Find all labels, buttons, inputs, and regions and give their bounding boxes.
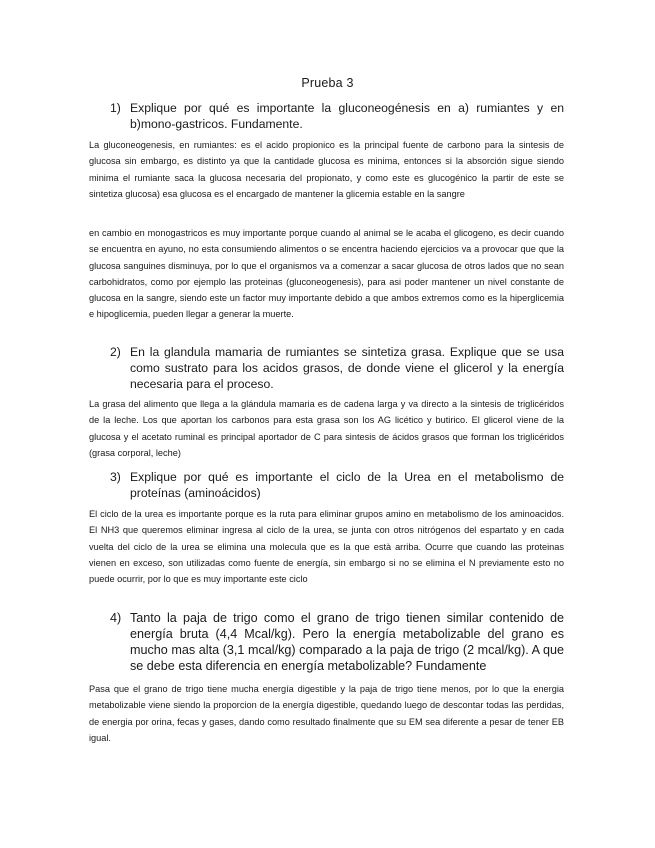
answer-4-paragraph-1: Pasa que el grano de trigo tiene mucha energía digestible y la paja de trigo tiene menos, por lo que la energia metabolizable viene siendo la proporcion de la energía digestible, quedando luego de descontar todas las perdidas, de energia por orina, fecas y gases, dando como resultado finalmente que su EM sea diferente a pesar de tener EB igual.: [89, 684, 564, 743]
answer-3-paragraph-1: El ciclo de la urea es importante porque es la ruta para eliminar grupos amino en metabolismo de los aminoacidos. El NH3 que queremos eliminar ingresa al ciclo de la urea, se junta con otros nitrógenos del espartato y en cada vuelta del ciclo de la urea se elimina una molecula que es la que està arriba. Ocurre que cuando las proteinas vienen en exceso, son utilizadas como fuente de energía, sin embargo si no se elimina el N previamente esto no puede ocurrir, por lo que es muy importante este ciclo: [89, 509, 564, 585]
question-2: [112, 344, 564, 392]
question-text: Explique por qué es importante el ciclo de la Urea en el metabolismo de proteínas (aminoácidos): [130, 470, 564, 500]
question-number: 1): [110, 101, 121, 115]
document-title: Prueba 3: [301, 76, 354, 90]
question-text: En la glandula mamaria de rumiantes se sintetiza grasa. Explique que se usa como sustrato para los acidos grasos, de donde viene el glicerol y la energía necesaria para el proceso.: [130, 345, 564, 391]
question-text: Tanto la paja de trigo como el grano de trigo tienen similar contenido de energía bruta (4,4 Mcal/kg). Pero la energía metabolizable del grano es mucho mas alta (3,1 mcal/kg) comparado a la paja de trigo (2 mcal/kg). A que se debe esta diferencia en energía metabolizable? Fundamente: [130, 611, 564, 673]
question-number: 3): [110, 470, 121, 484]
question-number: 2): [110, 345, 121, 359]
answer-1-paragraph-2: en cambio en monogastricos es muy importante porque cuando al animal se le acaba el glicogeno, es decir cuando se encuentra en ayuno, no esta consumiendo alimentos o se encentra haciendo ejercicios va a provocar que que la glucosa sanguines disminuya, por lo que el organismos va a comenzar a sacar glucosa de otros lados que no sean carbohidratos, como por ejemplo las proteinas (gluconeogenesis), para asi poder mantener un nivel constante de glucosa en la sangre, siendo este un factor muy importante debido a que ambos extremos como es la hiperglicemia e hipoglicemia, pueden llegar a generar la muerte.: [89, 228, 564, 320]
answer-2-paragraph-1: La grasa del alimento que llega a la glándula mamaria es de cadena larga y va directo a la sintesis de triglicéridos de la leche. Los que aportan los carbonos para esta grasa son los AG licético y butirico. El glicerol viene de la glucosa y el acetato ruminal es principal aportador de C para sintesis de ácidos grasos que forman los triglicéridos (grasa corporal, leche): [89, 399, 564, 458]
question-1: [112, 100, 564, 132]
question-3: [112, 469, 564, 501]
question-text: Explique por qué es importante la gluconeogénesis en a) rumiantes y en b)mono-gastricos. Fundamente.: [130, 101, 564, 131]
question-4: [112, 610, 564, 674]
answer-1-paragraph-1: La gluconeogenesis, en rumiantes: es el acido propionico es la principal fuente de carbono para la sintesis de glucosa sin embargo, es distinto ya que la cantidade glucosa es minima, entonces si la absorción sigue siendo minima el rumiante saca la glucosa necesaria del propionato, y como este es glucogénico la partir de este se sintetiza glucosa) esa glucosa es el encargado de mantener la glicemia estable en la sangre: [89, 140, 564, 199]
question-number: 4): [110, 611, 122, 625]
